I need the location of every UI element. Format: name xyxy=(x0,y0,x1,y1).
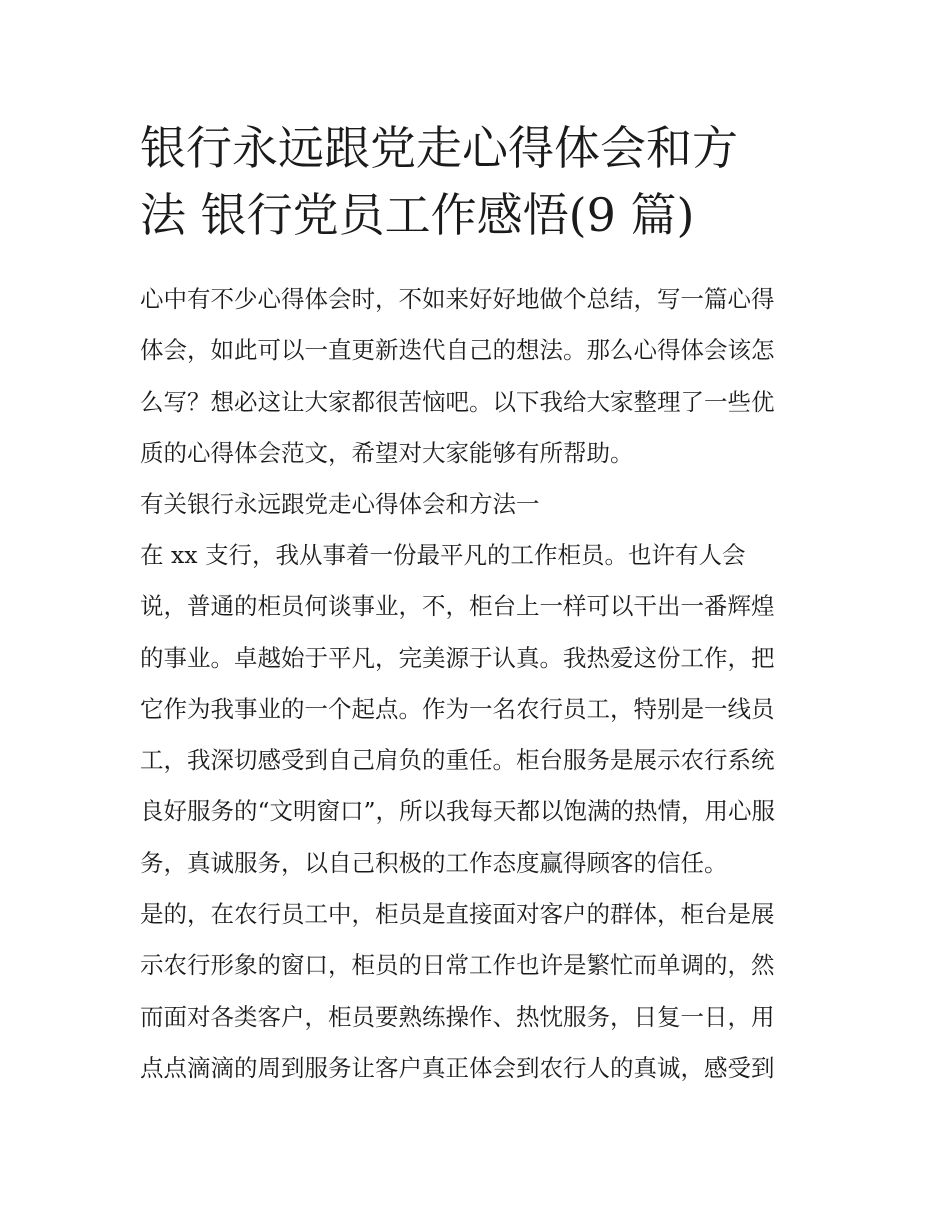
text-line: 是的，在农行员工中，柜员是直接面对客户的群体，柜台是展 xyxy=(140,900,775,928)
title-line: 银行永远跟党走心得体会和方 xyxy=(140,121,738,175)
intro-paragraph xyxy=(140,274,820,479)
paragraph-1 xyxy=(140,530,820,889)
text-line: 么写？想必这让大家都很苦恼吧。以下我给大家整理了一些优 xyxy=(140,387,775,416)
document-title xyxy=(140,115,820,249)
text-line: 心中有不少心得体会时，不如来好好地做个总结，写一篇心得 xyxy=(140,285,775,313)
text-line: 在 xx 支行，我从事着一份最平凡的工作柜员。也许有人会 xyxy=(140,541,746,569)
text-line: 的事业。卓越始于平凡，完美源于认真。我热爱这份工作，把 xyxy=(140,643,775,672)
paragraph-2 xyxy=(140,889,820,1094)
text-line: 工，我深切感受到自己肩负的重任。柜台服务是展示农行系统 xyxy=(140,746,775,775)
text-line: 良好服务的“文明窗口”，所以我每天都以饱满的热情，用心服 xyxy=(140,797,776,826)
text-line: 务，真诚服务，以自己积极的工作态度赢得顾客的信任。 xyxy=(140,848,728,877)
text-line: 体会，如此可以一直更新迭代自己的想法。那么心得体会该怎 xyxy=(140,336,775,365)
text-line: 示农行形象的窗口，柜员的日常工作也许是繁忙而单调的，然 xyxy=(140,951,775,980)
section-heading-text: 有关银行永远跟党走心得体会和方法一 xyxy=(140,490,540,518)
text-line: 而面对各类客户，柜员要熟练操作、热忱服务，日复一日，用 xyxy=(140,1002,775,1031)
text-line: 它作为我事业的一个起点。作为一名农行员工，特别是一线员 xyxy=(140,694,775,723)
text-line: 说，普通的柜员何谈事业，不，柜台上一样可以干出一番辉煌 xyxy=(140,592,775,621)
title-line: 法 银行党员工作感悟(9 篇) xyxy=(140,188,695,242)
text-line: 质的心得体会范文，希望对大家能够有所帮助。 xyxy=(140,438,634,467)
section-heading xyxy=(140,479,820,530)
text-line: 点点滴滴的周到服务让客户真正体会到农行人的真诚，感受到 xyxy=(140,1053,775,1082)
